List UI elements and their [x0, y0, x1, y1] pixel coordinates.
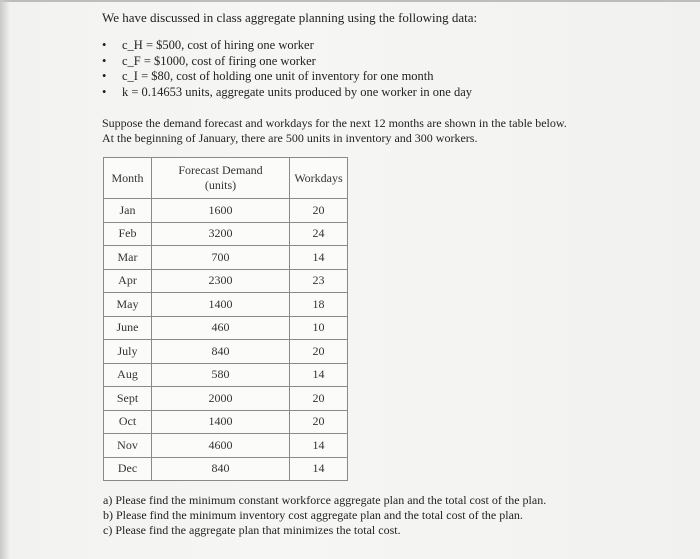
bullet-icon: •: [102, 69, 107, 83]
table-row: May 1400 18: [104, 293, 348, 317]
question-b: b) Please find the minimum inventory cost aggregate plan and the total cost of the plan.: [103, 508, 523, 522]
table-row: Nov 4600 14: [104, 434, 348, 458]
table-row: July 840 20: [104, 340, 348, 364]
bullet-icon: •: [102, 53, 107, 68]
bullet-hiring-cost: • c_H = $500, cost of hiring one worker: [102, 38, 314, 52]
demand-table: [103, 157, 348, 481]
question-a: a) Please find the minimum constant workforce aggregate plan and the total cost of the plan.: [103, 493, 547, 507]
question-list: [103, 493, 546, 538]
table-row: Mar 700 14: [104, 246, 348, 270]
problem-paragraph: [102, 116, 567, 145]
bullet-holding-cost: • c_I = $80, cost of holding one unit of inventory for one month: [102, 69, 434, 83]
header-workdays: Workdays: [290, 158, 348, 199]
table-row: Oct 1400 20: [104, 410, 348, 434]
cost-bullet-list: [102, 38, 472, 100]
paragraph-line-2: At the beginning of January, there are 500 units in inventory and 300 workers.: [102, 130, 478, 145]
header-forecast: Forecast Demand (units): [152, 158, 290, 199]
bullet-icon: •: [102, 38, 107, 52]
page-shadow: [0, 0, 10, 559]
table-row: Sept 2000 20: [104, 387, 348, 411]
bullet-firing-cost: • c_F = $1000, cost of firing one worker: [102, 53, 316, 68]
table-header-row: [104, 158, 348, 199]
table-row: June 460 10: [104, 316, 348, 340]
table-row: Apr 2300 23: [104, 269, 348, 293]
table-row: Feb 3200 24: [104, 222, 348, 246]
intro-text: We have discussed in class aggregate planning using the following data:: [102, 10, 478, 25]
bullet-icon: •: [102, 84, 107, 99]
question-c: c) Please find the aggregate plan that minimizes the total cost.: [103, 523, 401, 537]
page-edge: [0, 0, 700, 2]
paragraph-line-1: Suppose the demand forecast and workdays for the next 12 months are shown in the table below.: [102, 116, 567, 130]
table-row: Aug 580 14: [104, 363, 348, 387]
table-row: Dec 840 14: [104, 457, 348, 481]
bullet-productivity: • k = 0.14653 units, aggregate units produced by one worker in one day: [102, 84, 473, 99]
header-month: Month: [104, 158, 152, 199]
table-row: Jan 1600 20: [104, 199, 348, 223]
